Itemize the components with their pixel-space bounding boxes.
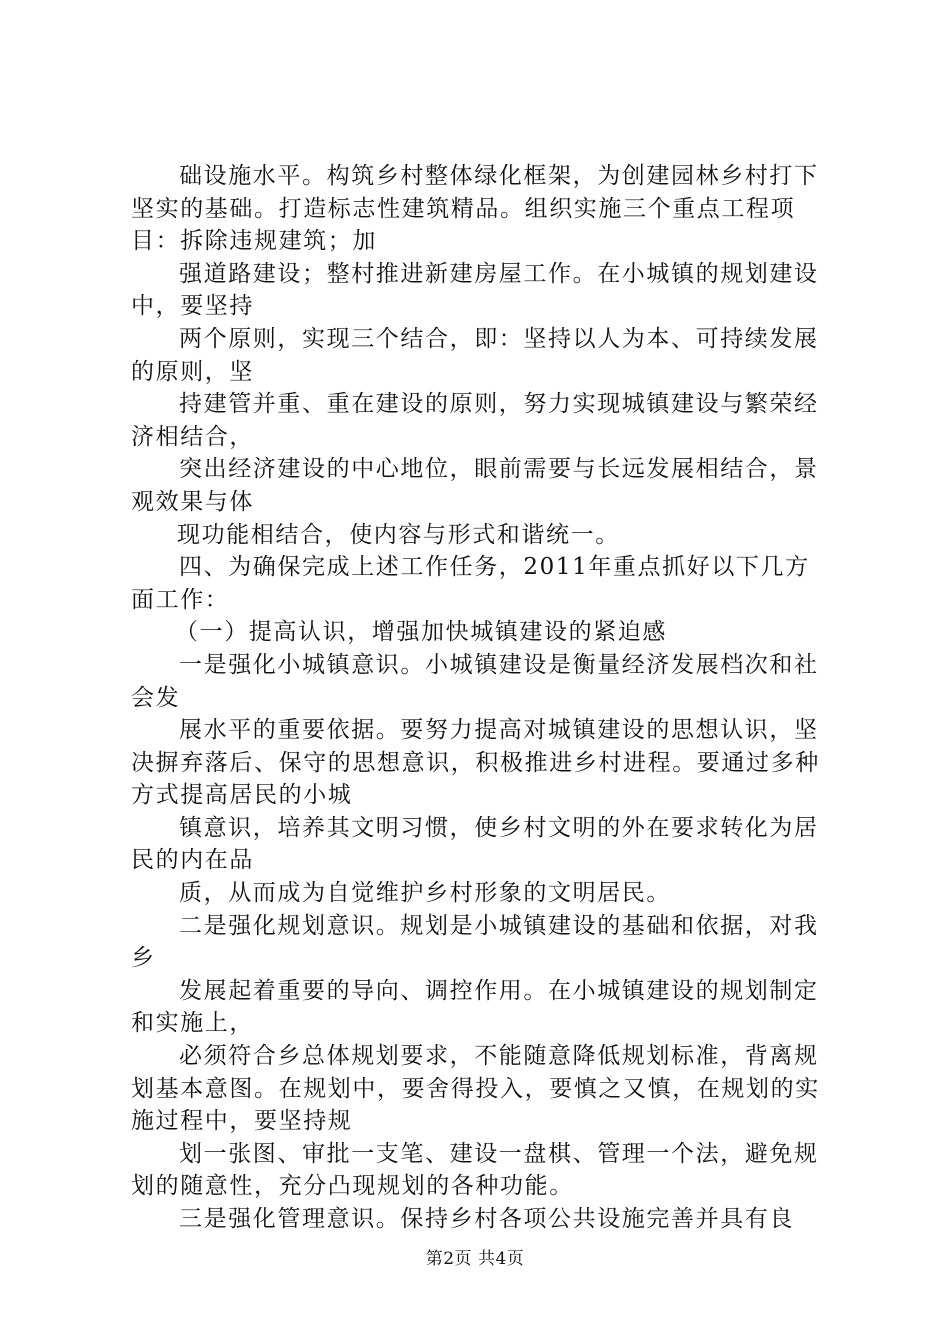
paragraph: 发展起着重要的导向、调控作用。在小城镇建设的规划制定和实施上， (131, 977, 819, 1037)
paragraph: 四、为确保完成上述工作任务，2011年重点抓好以下几方面工作： (131, 554, 810, 613)
section-heading: （一）提高认识，增强加快城镇建设的紧迫感 (175, 619, 667, 646)
paragraph: 质，从而成为自觉维护乡村形象的文明居民。 (179, 880, 671, 907)
document-body (131, 160, 831, 1236)
paragraph: 强道路建设；整村推进新建房屋工作。在小城镇的规划建设中，要坚持 (131, 260, 819, 320)
paragraph: 现功能相结合，使内容与形式和谐统一。 (177, 521, 620, 548)
paragraph: 一是强化小城镇意识。小城镇建设是衡量经济发展档次和社会发 (131, 651, 819, 711)
paragraph: 础设施水平。构筑乡村整体绿化框架，为创建园林乡村打下坚实的基础。打造标志性建筑精品。组织实施三个重点工程项目：拆除违规建筑；加 (131, 163, 819, 255)
paragraph: 两个原则，实现三个结合，即：坚持以人为本、可持续发展的原则，坚 (131, 325, 819, 385)
paragraph: 二是强化规划意识。规划是小城镇建设的基础和依据，对我乡 (131, 912, 819, 972)
paragraph: 划一张图、审批一支笔、建设一盘棋、管理一个法，避免规划的随意性，充分凸现规划的各种功能。 (131, 1140, 819, 1200)
paragraph: 展水平的重要依据。要努力提高对城镇建设的思想认识，坚决摒弃落后、保守的思想意识，积极推进乡村进程。要通过多种方式提高居民的小城 (131, 717, 820, 809)
paragraph: 三是强化管理意识。保持乡村各项公共设施完善并具有良 (179, 1206, 794, 1232)
paragraph: 突出经济建设的中心地位，眼前需要与长远发展相结合，景观效果与体 (131, 456, 819, 515)
paragraph: 镇意识，培养其文明习惯，使乡村文明的外在要求转化为居民的内在品 (131, 814, 819, 874)
paragraph: 必须符合乡总体规划要求，不能随意降低规划标准，背离规划基本意图。在规划中，要舍得投入，要慎之又慎，在规划的实施过程中，要坚持规 (131, 1043, 820, 1135)
paragraph: 持建管并重、重在建设的原则，努力实现城镇建设与繁荣经济相结合， (131, 391, 819, 450)
page-number-footer: 第2页 共4页 (425, 1249, 525, 1269)
